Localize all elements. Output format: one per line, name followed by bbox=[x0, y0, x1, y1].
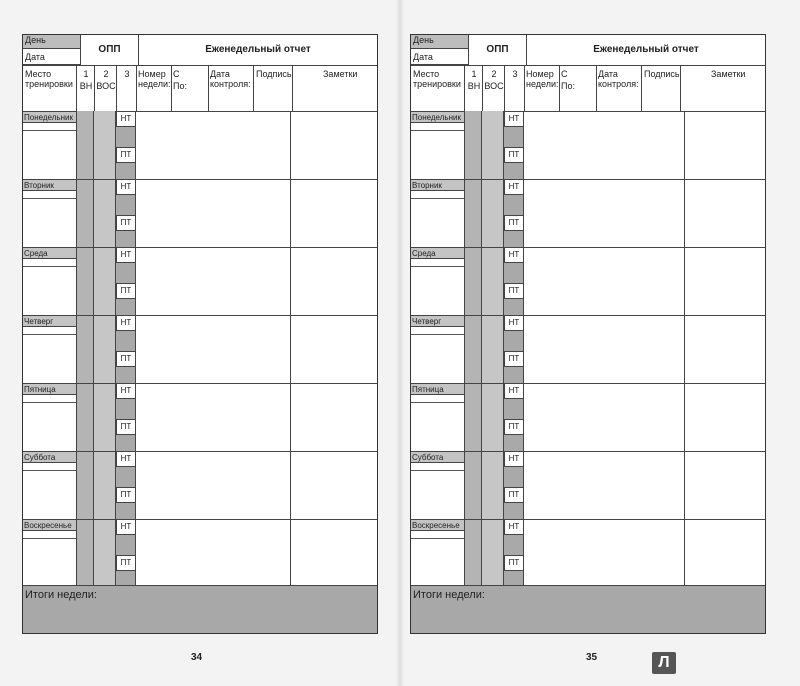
pt-cell: ПТ bbox=[504, 555, 524, 571]
from-label: С bbox=[173, 69, 180, 79]
nt-cell: НТ bbox=[116, 451, 136, 467]
pt-cell: ПТ bbox=[116, 351, 136, 367]
nt-cell: НТ bbox=[504, 519, 524, 535]
nt-cell: НТ bbox=[504, 383, 524, 399]
pt-cell: ПТ bbox=[116, 283, 136, 299]
place-label: Место тренировки bbox=[25, 69, 73, 89]
pt-cell: ПТ bbox=[116, 487, 136, 503]
pt-cell: ПТ bbox=[504, 147, 524, 163]
day-wednesday: Среда bbox=[23, 247, 76, 259]
pt-cell: ПТ bbox=[116, 419, 136, 435]
col3-num: 3 bbox=[124, 69, 130, 79]
publisher-logo-icon: Л bbox=[652, 652, 676, 674]
to-label: По: bbox=[173, 81, 187, 91]
col2-label: ВОС bbox=[484, 81, 504, 91]
right-page bbox=[410, 34, 766, 634]
day-thursday: Четверг bbox=[23, 315, 76, 327]
control-date-label: Дата контроля: bbox=[598, 69, 639, 89]
week-summary-label: Итоги недели: bbox=[413, 589, 485, 601]
nt-cell: НТ bbox=[504, 111, 524, 127]
pt-cell: ПТ bbox=[116, 215, 136, 231]
day-monday: Понедельник bbox=[411, 111, 464, 123]
day-friday: Пятница bbox=[411, 383, 464, 395]
day-friday: Пятница bbox=[23, 383, 76, 395]
nt-cell: НТ bbox=[504, 179, 524, 195]
page-number-right: 35 bbox=[586, 652, 598, 663]
report-title: Еженедельный отчет bbox=[526, 35, 765, 65]
col1-label: ВН bbox=[467, 81, 481, 91]
pt-cell: ПТ bbox=[504, 283, 524, 299]
week-summary-bar bbox=[23, 585, 377, 633]
pt-cell: ПТ bbox=[504, 487, 524, 503]
nt-cell: НТ bbox=[504, 315, 524, 331]
notes-label: Заметки bbox=[711, 69, 746, 79]
control-date-label: Дата контроля: bbox=[210, 69, 251, 89]
col1-num: 1 bbox=[83, 69, 89, 79]
nt-cell: НТ bbox=[116, 519, 136, 535]
week-summary-bar bbox=[411, 585, 765, 633]
page-number-left: 34 bbox=[191, 652, 203, 663]
col3-num: 3 bbox=[512, 69, 518, 79]
col2-label: ВОС bbox=[96, 81, 116, 91]
signature-label: Подпись bbox=[644, 69, 680, 79]
col2-num: 2 bbox=[103, 69, 109, 79]
pt-cell: ПТ bbox=[504, 215, 524, 231]
week-summary-label: Итоги недели: bbox=[25, 589, 97, 601]
place-label: Место тренировки bbox=[413, 69, 461, 89]
day-wednesday: Среда bbox=[411, 247, 464, 259]
signature-label: Подпись bbox=[256, 69, 292, 79]
day-sunday: Воскресенье bbox=[411, 519, 464, 531]
from-label: С bbox=[561, 69, 568, 79]
nt-cell: НТ bbox=[116, 247, 136, 263]
col1-label: ВН bbox=[79, 81, 93, 91]
day-saturday: Суббота bbox=[23, 451, 76, 463]
day-tuesday: Вторник bbox=[411, 179, 464, 191]
nt-cell: НТ bbox=[116, 111, 136, 127]
pt-cell: ПТ bbox=[116, 555, 136, 571]
nt-cell: НТ bbox=[116, 315, 136, 331]
day-thursday: Четверг bbox=[411, 315, 464, 327]
pt-cell: ПТ bbox=[504, 419, 524, 435]
nt-cell: НТ bbox=[504, 247, 524, 263]
col2-num: 2 bbox=[491, 69, 497, 79]
day-label: День bbox=[23, 35, 80, 49]
date-label: Дата bbox=[411, 49, 468, 65]
pt-cell: ПТ bbox=[504, 351, 524, 367]
day-tuesday: Вторник bbox=[23, 179, 76, 191]
pt-cell: ПТ bbox=[116, 147, 136, 163]
date-label: Дата bbox=[23, 49, 80, 65]
opp-header: ОПП bbox=[80, 35, 138, 65]
day-label: День bbox=[411, 35, 468, 49]
week-no-label: Номер недели: bbox=[526, 69, 559, 89]
opp-header: ОПП bbox=[468, 35, 526, 65]
week-no-label: Номер недели: bbox=[138, 69, 171, 89]
day-monday: Понедельник bbox=[23, 111, 76, 123]
nt-cell: НТ bbox=[116, 179, 136, 195]
day-sunday: Воскресенье bbox=[23, 519, 76, 531]
nt-cell: НТ bbox=[116, 383, 136, 399]
day-saturday: Суббота bbox=[411, 451, 464, 463]
left-page bbox=[22, 34, 378, 634]
book-gutter bbox=[396, 0, 404, 686]
col1-num: 1 bbox=[471, 69, 477, 79]
notes-label: Заметки bbox=[323, 69, 358, 79]
report-title: Еженедельный отчет bbox=[138, 35, 377, 65]
to-label: По: bbox=[561, 81, 575, 91]
nt-cell: НТ bbox=[504, 451, 524, 467]
